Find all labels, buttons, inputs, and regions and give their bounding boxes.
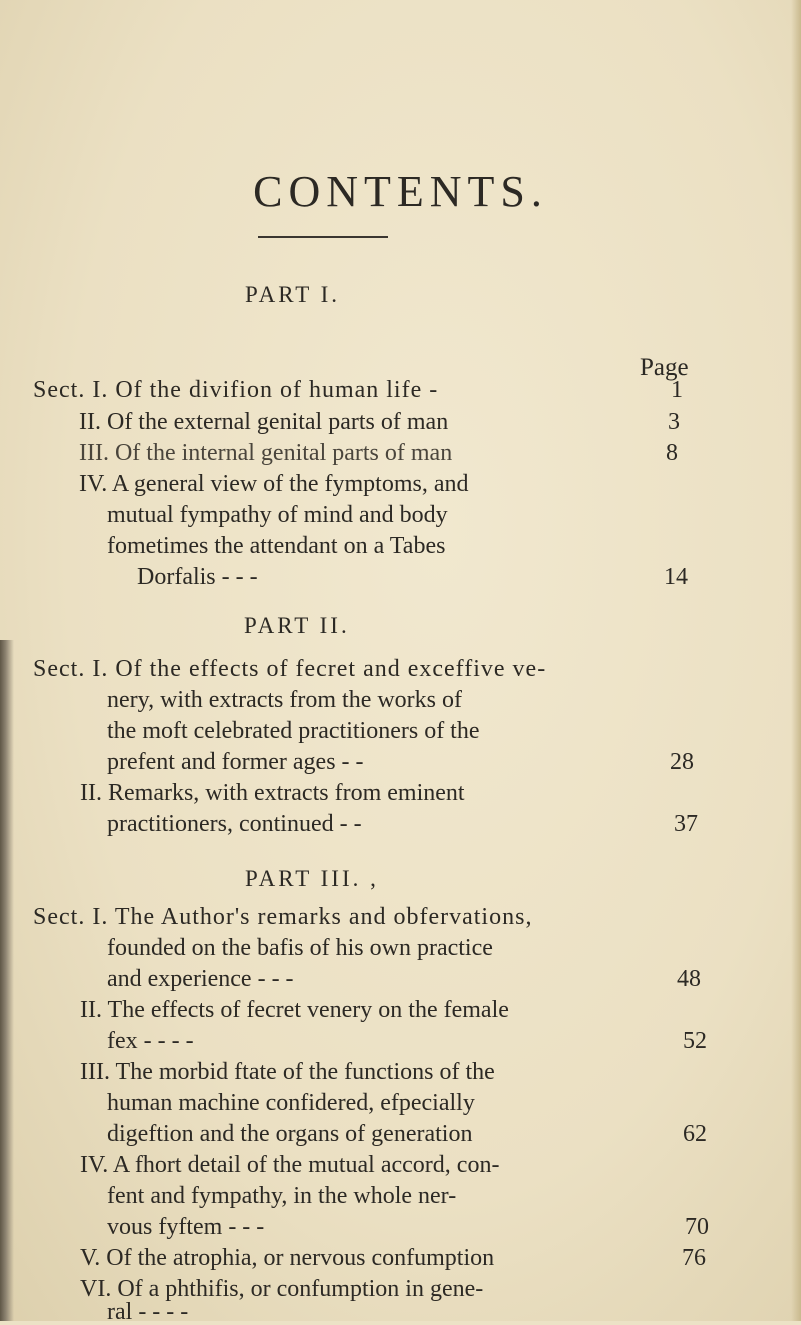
entry-line: the moft celebrated practitioners of the (107, 718, 480, 744)
entry-line: V. Of the atrophia, or nervous confumption (80, 1245, 495, 1271)
entry-line: vous fyftem - - - (107, 1214, 265, 1240)
entry-line: fometimes the attendant on a Tabes (107, 533, 446, 559)
entry-page-number: 62 (683, 1121, 707, 1147)
entry-page-number: 3 (668, 409, 680, 435)
part-heading: PART I. (245, 282, 341, 307)
entry-page-number: 76 (682, 1245, 706, 1271)
entry-line: II. The effects of fecret venery on the female (80, 997, 509, 1023)
entry-page-number: 14 (664, 564, 688, 590)
entry-line: II. Remarks, with extracts from eminent (80, 780, 465, 806)
entry-line: mutual fympathy of mind and body (107, 502, 448, 528)
entry-line: VI. Of a phthifis, or confumption in gene- (80, 1276, 484, 1302)
entry-line: prefent and former ages - - (107, 749, 364, 775)
title-rule (258, 236, 388, 238)
entry-line: IV. A fhort detail of the mutual accord, con- (80, 1152, 500, 1178)
entry-line: human machine confidered, efpecially (107, 1090, 475, 1116)
entry-line: III. The morbid ftate of the functions of the (80, 1059, 495, 1085)
entry-line: II. Of the external genital parts of man (79, 409, 449, 435)
contents-title: CONTENTS. (253, 167, 548, 216)
entry-line: nery, with extracts from the works of (107, 687, 463, 713)
entry-line: ral - - - - (107, 1299, 189, 1325)
page-edge-shadow (0, 640, 14, 1321)
entry-page-number: 1 (671, 377, 683, 403)
entry-page-number: 8 (666, 440, 678, 466)
part-heading: PART II. (244, 613, 350, 638)
entry-line: Dorfalis - - - (137, 564, 258, 590)
entry-line: founded on the bafis of his own practice (107, 935, 493, 961)
entry-line: IV. A general view of the fymptoms, and (79, 471, 469, 497)
part-heading: PART III. , (245, 866, 379, 891)
entry-page-number: 48 (677, 966, 701, 992)
entry-line: and experience - - - (107, 966, 294, 992)
entry-line: fent and fympathy, in the whole ner- (107, 1183, 457, 1209)
entry-page-number: 28 (670, 749, 694, 775)
entry-line: digeftion and the organs of generation (107, 1121, 473, 1147)
page-column-heading: Page (640, 354, 689, 381)
entry-page-number: 37 (674, 811, 698, 837)
entry-line: Sect. I. Of the divifion of human life - (33, 377, 439, 403)
entry-line: Sect. I. Of the effects of fecret and exceffive ve- (33, 656, 547, 682)
entry-line: Sect. I. The Author's remarks and obfervations, (33, 904, 533, 930)
entry-line: practitioners, continued - - (107, 811, 362, 837)
entry-line: III. Of the internal genital parts of man (79, 440, 453, 466)
entry-line: fex - - - - (107, 1028, 194, 1054)
entry-page-number: 52 (683, 1028, 707, 1054)
entry-page-number: 70 (685, 1214, 709, 1240)
